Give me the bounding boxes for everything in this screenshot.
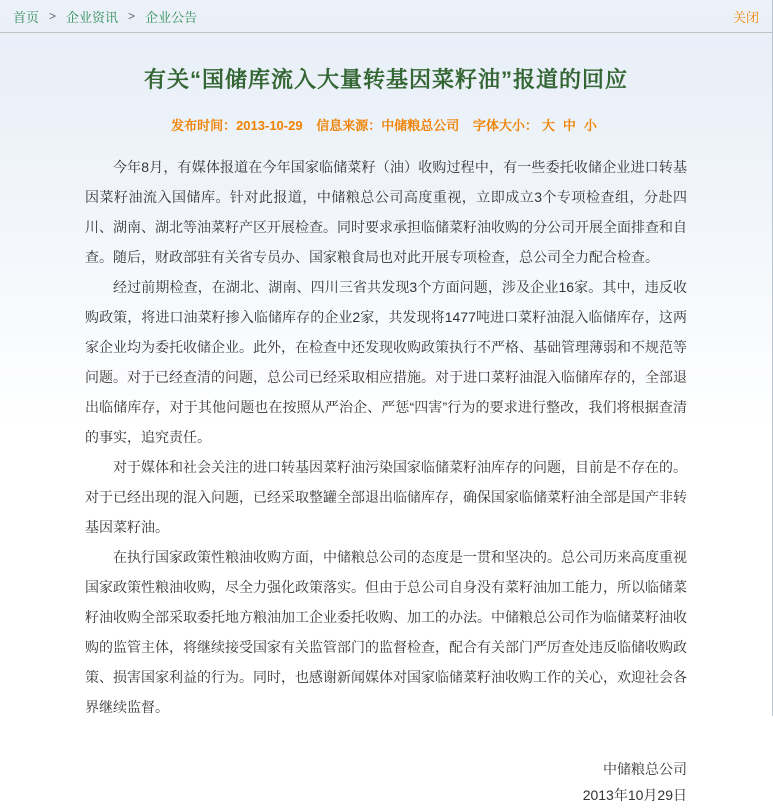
breadcrumb-bar <box>0 0 772 33</box>
breadcrumb-item-announcements[interactable]: 企业公告 <box>145 9 198 25</box>
breadcrumb-separator-icon: > <box>49 9 57 23</box>
article-paragraph-4: 在执行国家政策性粮油收购方面，中储粮总公司的态度是一贯和坚决的。总公司历来高度重视国家政策性粮油收购，尽全力强化政策落实。但由于总公司自身没有菜籽油加工能力，所以临储菜籽油收购全部采取委托地方粮油加工企业委托收购、加工的办法。中储粮总公司作为临储菜籽油收购的监管主体，将继续接受国家有关监管部门的监督检查，配合有关部门严厉查处违反临储收购政策、损害国家利益的行为。同时，也感谢新闻媒体对国家临储菜籽油收购工作的关心，欢迎社会各界继续监督。 <box>85 549 687 715</box>
article-paragraph-3: 对于媒体和社会关注的进口转基因菜籽油污染国家临储菜籽油库存的问题，目前是不存在的。对于已经出现的混入问题，已经采取整罐全部退出临储库存，确保国家临储菜籽油全部是国产非转基因菜籽油。 <box>85 459 687 535</box>
fontsize-large-button[interactable]: 大 <box>541 118 555 133</box>
fontsize-medium-button[interactable]: 中 <box>562 118 576 133</box>
article-paragraph-1: 今年8月，有媒体报道在今年国家临储菜籽（油）收购过程中，有一些委托收储企业进口转基因菜籽油流入国储库。针对此报道，中储粮总公司高度重视，立即成立3个专项检查组，分赴四川、湖南、湖北等油菜籽产区开展检查。同时要求承担临储菜籽油收购的分公司开展全面排查和自查。随后，财政部驻有关省专员办、国家粮食局也对此开展专项检查，总公司全力配合检查。 <box>85 159 687 265</box>
source-label: 信息来源： <box>316 118 382 133</box>
fontsize-label: 字体大小： <box>472 118 538 133</box>
breadcrumb-separator-icon: > <box>128 9 136 23</box>
signature-company: 中储粮总公司 <box>603 761 687 777</box>
publish-time-label: 发布时间： <box>171 118 237 133</box>
breadcrumb <box>13 7 197 26</box>
article-signature-block <box>85 756 687 808</box>
article-content <box>0 65 772 808</box>
publish-time-value: 2013-10-29 <box>236 118 303 133</box>
signature-date: 2013年10月29日 <box>582 787 687 803</box>
article-body <box>85 152 687 722</box>
article-title: 有关“国储库流入大量转基因菜籽油”报道的回应 <box>143 67 628 92</box>
article-meta <box>85 115 687 134</box>
breadcrumb-item-home[interactable]: 首页 <box>13 9 40 25</box>
close-button[interactable]: 关闭 <box>732 9 759 25</box>
source-value: 中储粮总公司 <box>381 118 460 133</box>
breadcrumb-item-news[interactable]: 企业资讯 <box>66 9 119 25</box>
fontsize-small-button[interactable]: 小 <box>583 118 597 133</box>
article-paragraph-2: 经过前期检查，在湖北、湖南、四川三省共发现3个方面问题，涉及企业16家。其中，违反收购政策，将进口油菜籽掺入临储库存的企业2家，共发现将1477吨进口菜籽油混入临储库存，这两家企业均为委托收储企业。此外，在检查中还发现收购政策执行不严格、基础管理薄弱和不规范等问题。对于已经查清的问题，总公司已经采取相应措施。对于进口菜籽油混入临储库存的，全部退出临储库存，对于其他问题也在按照从严治企、严惩“四害”行为的要求进行整改，我们将根据查清的事实，追究责任。 <box>85 279 687 445</box>
